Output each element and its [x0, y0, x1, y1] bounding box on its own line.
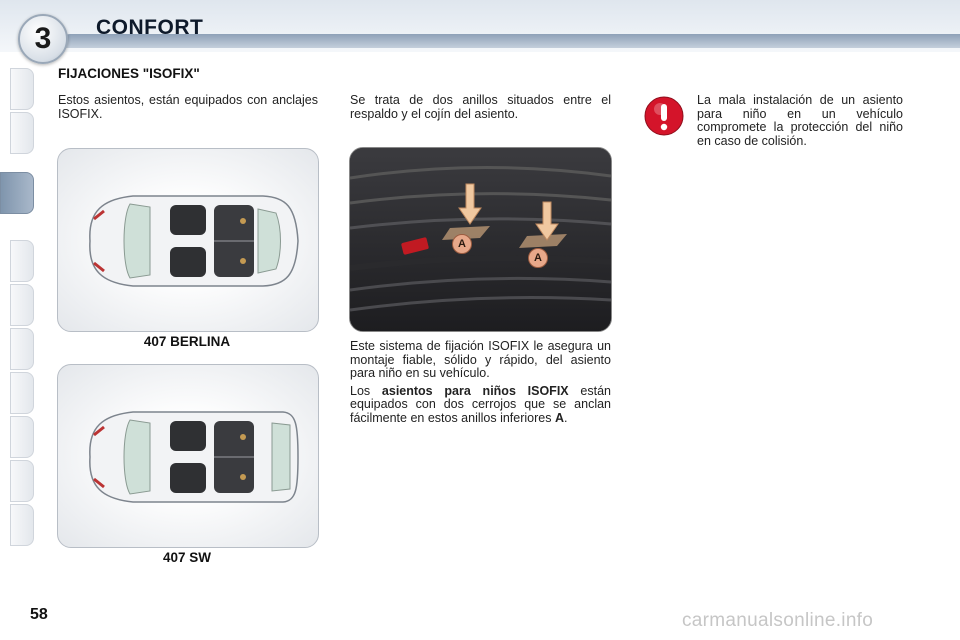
isofix-description	[350, 340, 611, 429]
side-tab-6[interactable]	[10, 328, 34, 370]
side-tab-1[interactable]	[10, 68, 34, 110]
para2-middle: están equipados con dos cerrojos que se anclan fácilmente en estos anillos inferiores	[350, 383, 611, 425]
para2-prefix: Los	[350, 383, 382, 398]
warning-paragraph: La mala instalación de un asiento para niño en un vehículo compromete la protección del niño en caso de colisión.	[697, 93, 903, 148]
side-tab-5[interactable]	[10, 284, 34, 326]
car-topview-sw-icon	[58, 365, 318, 547]
isofix-seat-photo	[349, 147, 612, 332]
warning-text	[697, 94, 903, 152]
chapter-number-badge: 3	[18, 14, 68, 64]
intro-text-col2	[350, 94, 611, 125]
marker-a-left: A	[452, 234, 472, 254]
car-diagram-berlina	[57, 148, 319, 332]
intro-text-col1	[58, 94, 318, 125]
exclamation-icon	[644, 96, 684, 136]
para2-bold-end: A	[554, 410, 564, 425]
side-tab-8[interactable]	[10, 416, 34, 458]
side-tab-10[interactable]	[10, 504, 34, 546]
section-title: FIJACIONES "ISOFIX"	[58, 66, 200, 81]
side-tab-9[interactable]	[10, 460, 34, 502]
watermark: carmanualsonline.info	[682, 610, 874, 631]
caption-sw: 407 SW	[162, 550, 212, 565]
intro-paragraph: Estos asientos, están equipados con anclajes ISOFIX.	[58, 93, 318, 121]
para2-end: .	[564, 410, 568, 425]
isofix-paragraph-2	[350, 385, 611, 426]
caption-berlina: 407 BERLINA	[143, 334, 231, 349]
chapter-title: CONFORT	[96, 16, 204, 39]
side-tab-7[interactable]	[10, 372, 34, 414]
rings-description: Se trata de dos anillos situados entre el respaldo y el cojín del asiento.	[350, 93, 611, 121]
marker-a-right: A	[528, 248, 548, 268]
side-tab-strip	[0, 68, 32, 576]
car-topview-berlina-icon	[58, 149, 318, 331]
page-number: 58	[30, 606, 48, 623]
side-tab-4[interactable]	[10, 240, 34, 282]
side-tab-active[interactable]	[0, 172, 34, 214]
seat-photo-illustration	[350, 148, 611, 331]
side-tab-2[interactable]	[10, 112, 34, 154]
warning-icon	[644, 96, 684, 136]
para2-bold: asientos para niños ISOFIX	[381, 383, 569, 398]
isofix-paragraph-1: Este sistema de fijación ISOFIX le asegura un montaje fiable, sólido y rápido, del asiento para niño en su vehículo.	[350, 339, 611, 380]
car-diagram-sw	[57, 364, 319, 548]
